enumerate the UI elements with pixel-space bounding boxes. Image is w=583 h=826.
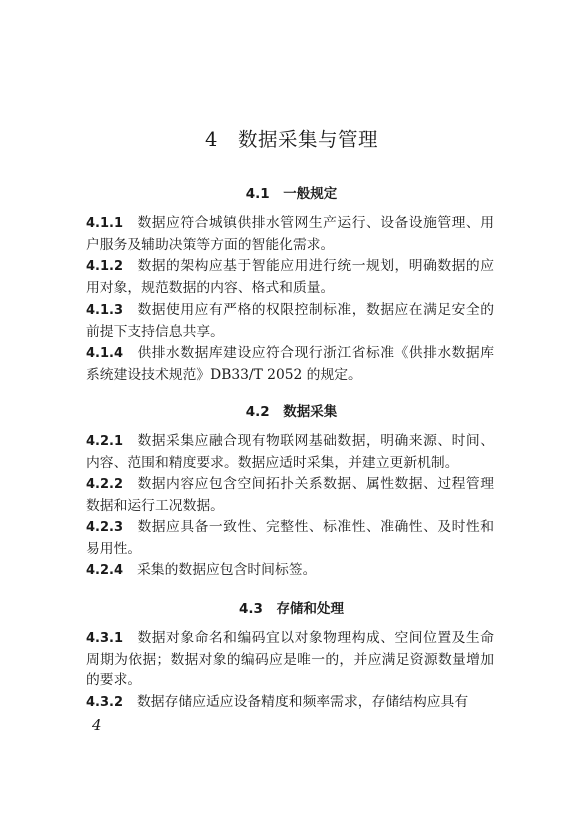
clause-text: 数据采集应融合现有物联网基础数据，明确来源、时间、内容、范围和精度要求。数据应适时采集，并建立更新机制。 (86, 433, 494, 471)
clause-text: 数据对象命名和编码宜以对象物理构成、空间位置及生命周期为依据；数据对象的编码应是唯一的，并应满足资源数量增加的要求。 (86, 630, 494, 688)
clause (86, 431, 494, 473)
clause (86, 628, 494, 691)
clause (86, 256, 494, 298)
clause-number: 4.2.1 (86, 434, 124, 449)
clause-text: 数据应具备一致性、完整性、标准性、准确性、及时性和易用性。 (86, 519, 494, 557)
clause-text: 采集的数据应包含时间标签。 (137, 562, 317, 578)
page-number: 4 (92, 716, 102, 734)
clause-text: 数据的架构应基于智能应用进行统一规划，明确数据的应用对象，规范数据的内容、格式和质量。 (86, 258, 494, 296)
clause (86, 517, 494, 559)
clause (86, 343, 494, 385)
clause-text: 供排水数据库建设应符合现行浙江省标准《供排水数据库系统建设技术规范》DB33/T 2052 的规定。 (86, 345, 494, 383)
clause-text: 数据应符合城镇供排水管网生产运行、设备设施管理、用户服务及辅助决策等方面的智能化需求。 (86, 215, 494, 253)
clause-number: 4.2.2 (86, 477, 124, 492)
section-heading: 4.2 数据采集 (245, 404, 338, 420)
section-heading: 4.1 一般规定 (245, 186, 338, 202)
clause-text: 数据使用应有严格的权限控制标准，数据应在满足安全的前提下支持信息共享。 (86, 302, 494, 340)
chapter-title: 4 数据采集与管理 (205, 128, 378, 151)
clause-number: 4.3.1 (86, 631, 124, 646)
clause-number: 4.2.4 (86, 563, 124, 578)
clause-number: 4.3.2 (86, 695, 124, 710)
clause (86, 300, 494, 342)
clause-number: 4.1.4 (86, 346, 124, 361)
clause (86, 560, 494, 582)
clause-number: 4.1.3 (86, 303, 124, 318)
clause-number: 4.1.1 (86, 216, 124, 231)
clause (86, 692, 494, 714)
clause-number: 4.2.3 (86, 520, 124, 535)
section-heading: 4.3 存储和处理 (239, 601, 344, 617)
clause-text: 数据存储应适应设备精度和频率需求，存储结构应具有 (137, 694, 469, 710)
clause-number: 4.1.2 (86, 259, 124, 274)
clause (86, 474, 494, 516)
clause (86, 213, 494, 255)
clause-text: 数据内容应包含空间拓扑关系数据、属性数据、过程管理数据和运行工况数据。 (86, 476, 494, 514)
